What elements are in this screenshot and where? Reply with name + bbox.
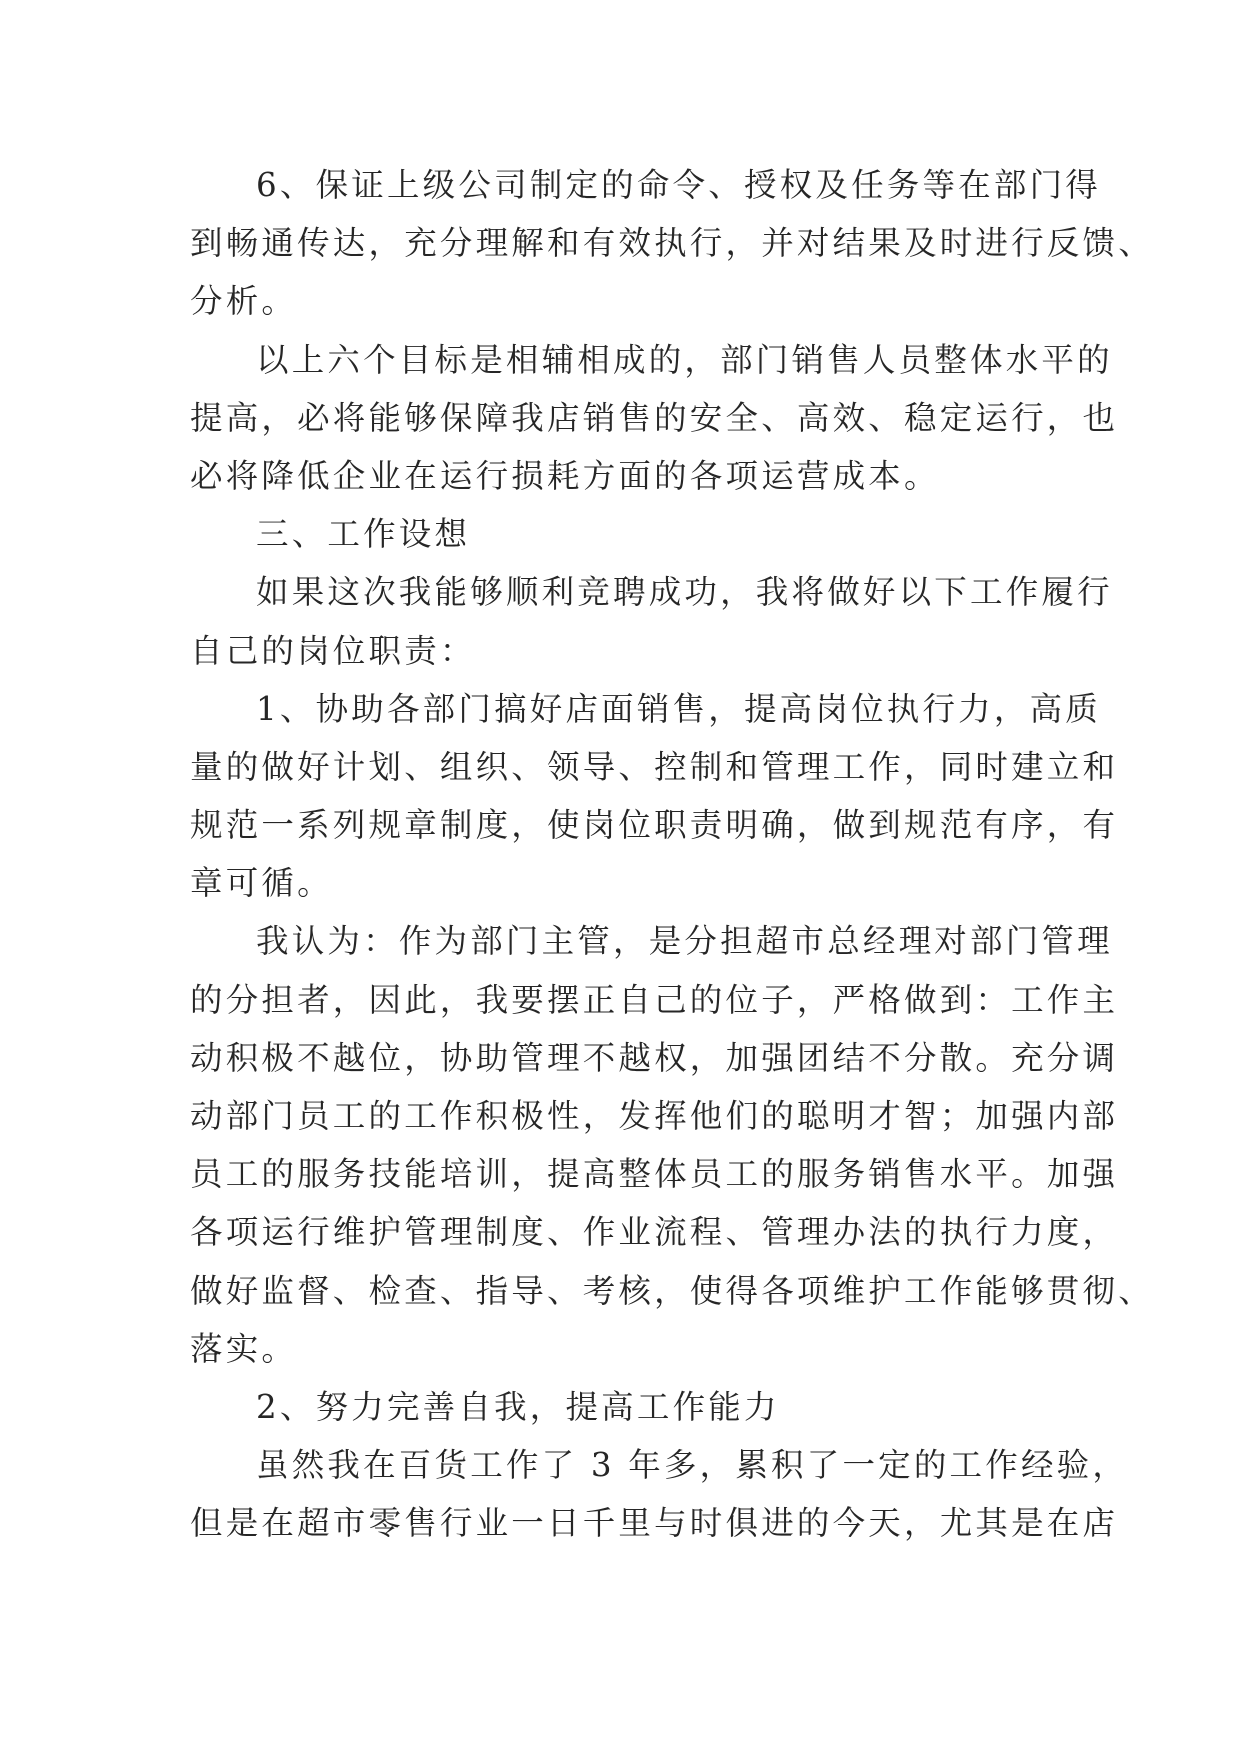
text-line: 6、保证上级公司制定的命令、授权及任务等在部门得 bbox=[256, 166, 1101, 204]
text-line: 虽然我在百货工作了 3 年多，累积了一定的工作经验， bbox=[256, 1446, 1129, 1485]
text-line: 提高，必将能够保障我店销售的安全、高效、稳定运行，也 bbox=[190, 398, 1119, 437]
text-line: 分析。 bbox=[190, 282, 298, 321]
text-line: 章可循。 bbox=[190, 864, 333, 903]
text-line: 动积极不越位，协助管理不越权，加强团结不分散。充分调 bbox=[190, 1038, 1119, 1077]
text-line: 员工的服务技能培训，提高整体员工的服务销售水平。加强 bbox=[190, 1155, 1119, 1194]
document-body bbox=[190, 156, 1154, 1553]
text-line: 动部门员工的工作积极性，发挥他们的聪明才智；加强内部 bbox=[190, 1097, 1119, 1135]
text-line: 2、努力完善自我，提高工作能力 bbox=[256, 1387, 780, 1426]
text-line: 到畅通传达，充分理解和有效执行，并对结果及时进行反馈、 bbox=[190, 224, 1154, 263]
text-line: 做好监督、检查、指导、考核，使得各项维护工作能够贯彻、 bbox=[190, 1271, 1154, 1310]
text-line: 但是在超市零售行业一日千里与时俱进的今天，尤其是在店 bbox=[190, 1504, 1119, 1543]
text-line: 我认为：作为部门主管，是分担超市总经理对部门管理 bbox=[256, 922, 1113, 961]
text-line: 三、工作设想 bbox=[256, 515, 471, 554]
text-line: 量的做好计划、组织、领导、控制和管理工作，同时建立和 bbox=[190, 747, 1119, 786]
text-line: 自己的岗位职责： bbox=[190, 631, 476, 670]
text-line: 以上六个目标是相辅相成的，部门销售人员整体水平的 bbox=[256, 340, 1113, 379]
text-line: 规范一系列规章制度，使岗位职责明确，做到规范有序，有 bbox=[190, 806, 1119, 845]
text-line: 必将降低企业在运行损耗方面的各项运营成本。 bbox=[190, 456, 940, 495]
text-line: 的分担者，因此，我要摆正自己的位子，严格做到：工作主 bbox=[190, 980, 1119, 1019]
text-line: 1、协助各部门搞好店面销售，提高岗位执行力，高质 bbox=[256, 689, 1101, 728]
text-line: 各项运行维护管理制度、作业流程、管理办法的执行力度， bbox=[190, 1213, 1119, 1252]
text-line: 如果这次我能够顺利竞聘成功，我将做好以下工作履行 bbox=[256, 573, 1113, 612]
text-line: 落实。 bbox=[190, 1329, 298, 1368]
